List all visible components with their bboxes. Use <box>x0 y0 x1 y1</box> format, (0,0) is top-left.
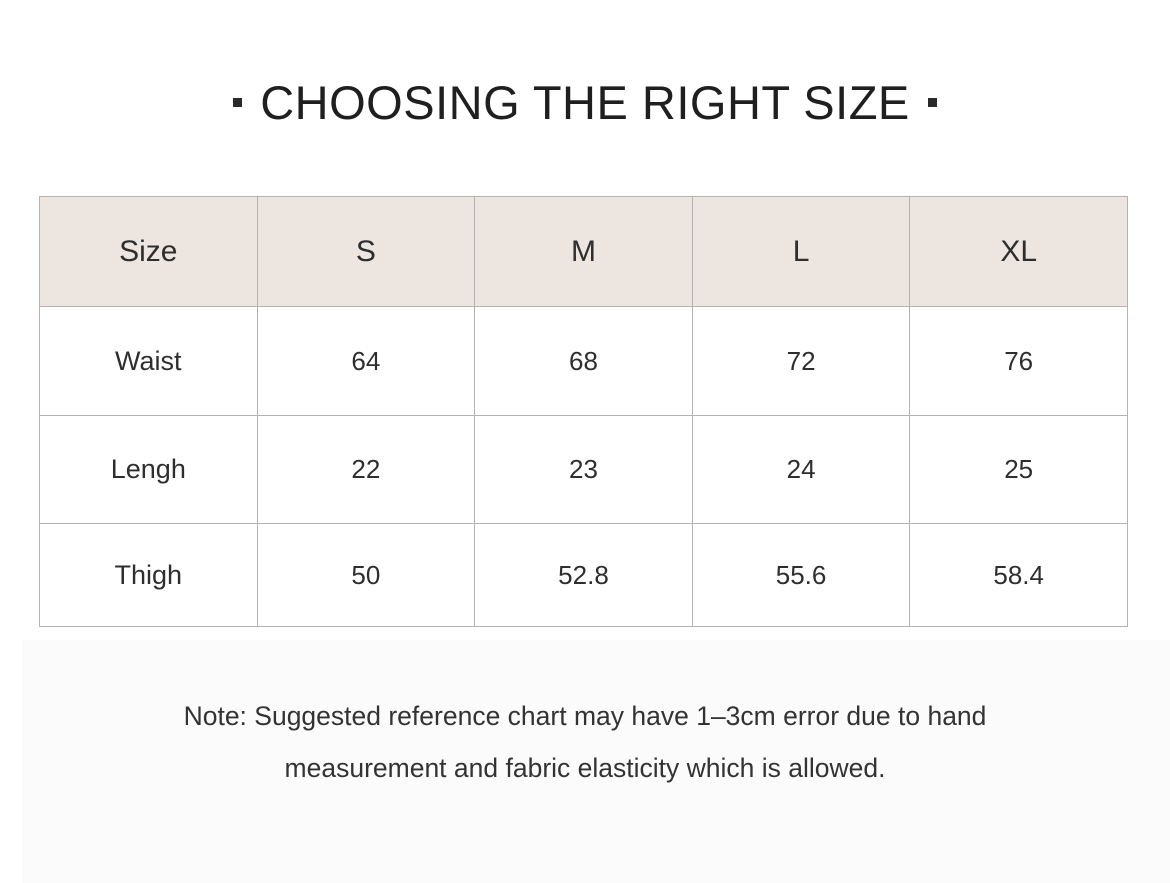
table-row <box>40 416 1128 524</box>
square-bullet-icon <box>233 98 242 107</box>
table-cell: 50 <box>257 524 475 627</box>
row-label-cell: Thigh <box>40 524 258 627</box>
table-cell: 68 <box>475 307 693 416</box>
table-cell: 76 <box>910 307 1128 416</box>
table-cell: 25 <box>910 416 1128 524</box>
table-cell: 58.4 <box>910 524 1128 627</box>
table-cell: 64 <box>257 307 475 416</box>
table-row <box>40 307 1128 416</box>
table-cell: 23 <box>475 416 693 524</box>
row-label-cell: Waist <box>40 307 258 416</box>
note-line: measurement and fabric elasticity which is allowed. <box>284 753 886 783</box>
header-cell: L <box>692 197 910 307</box>
size-chart-table <box>39 196 1128 627</box>
table-cell: 24 <box>692 416 910 524</box>
header-cell: Size <box>40 197 258 307</box>
table-row <box>40 524 1128 627</box>
header-cell: M <box>475 197 693 307</box>
table-cell: 52.8 <box>475 524 693 627</box>
table-cell: 72 <box>692 307 910 416</box>
page-title-text: CHOOSING THE RIGHT SIZE <box>260 75 910 129</box>
header-cell: S <box>257 197 475 307</box>
table-header-row <box>40 197 1128 307</box>
size-note <box>0 690 1170 794</box>
table-cell: 22 <box>257 416 475 524</box>
row-label-cell: Lengh <box>40 416 258 524</box>
table-cell: 55.6 <box>692 524 910 627</box>
note-line: Note: Suggested reference chart may have 1–3cm error due to hand <box>183 701 987 731</box>
page-title <box>0 70 1170 134</box>
square-bullet-icon <box>928 98 937 107</box>
header-cell: XL <box>910 197 1128 307</box>
